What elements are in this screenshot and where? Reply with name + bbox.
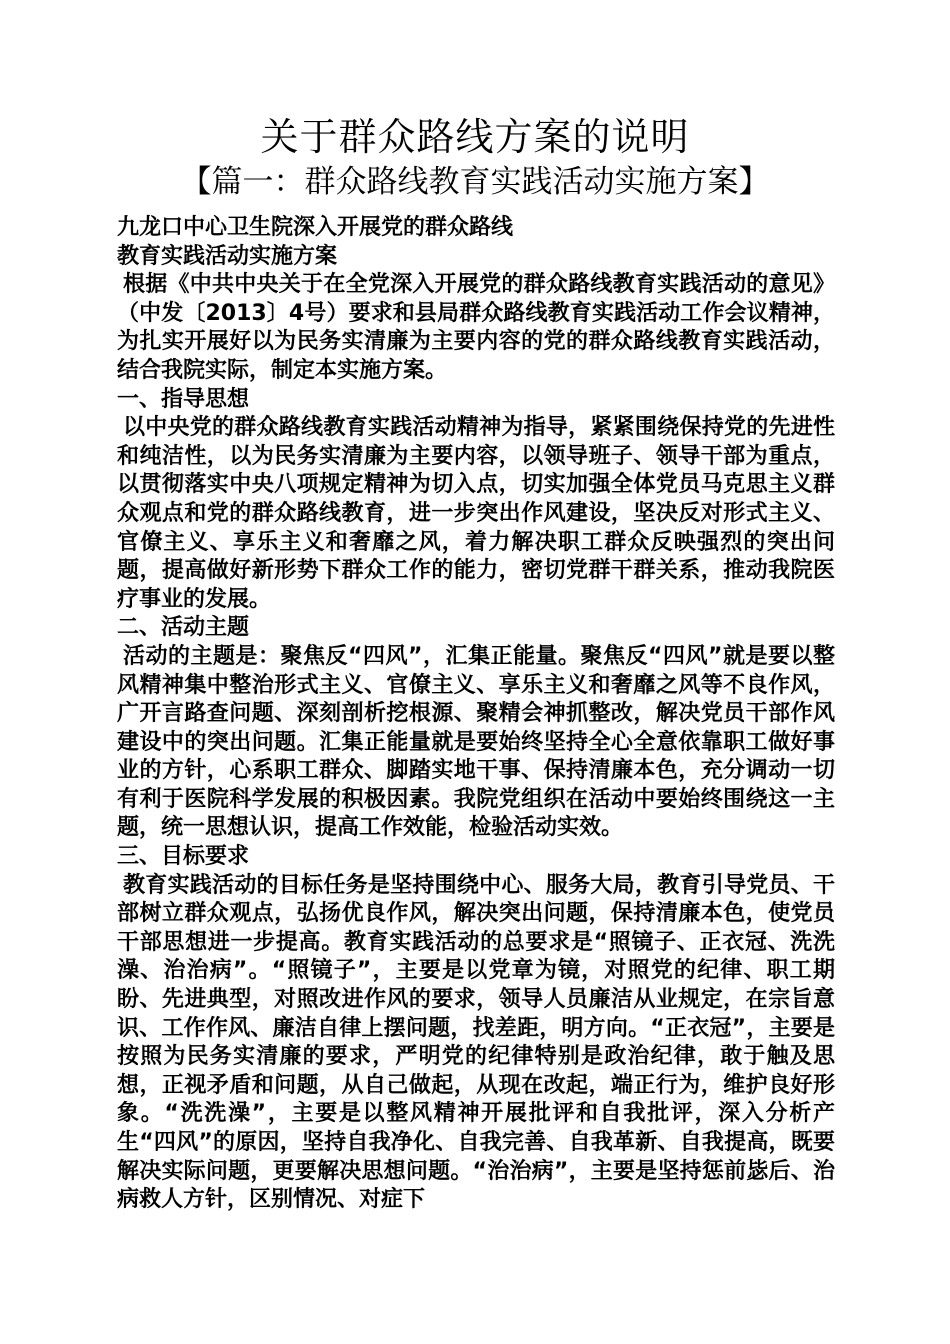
intro-paragraph: 根据《中共中央关于在全党深入开展党的群众路线教育实践活动的意见》（中发〔2013〕4号）要求和县局群众路线教育实践活动工作会议精神，为扎实开展好以为民务实清廉为主要内容的党的群众路线教育实践活动，结合我院实际，制定本实施方案。 bbox=[117, 272, 835, 383]
section-1-paragraph: 以中央党的群众路线教育实践活动精神为指导，紧紧围绕保持党的先进性和纯洁性，以为民务实清廉为主要内容，以领导班子、领导干部为重点，以贯彻落实中央八项规定精神为切入点，切实加强全体党员马克思主义群众观点和党的群众路线教育，进一步突出作风建设，坚决反对形式主义、官僚主义、享乐主义和奢靡之风，着力解决职工群众反映强烈的突出问题，提高做好新形势下群众工作的能力，密切党群干群关系，推动我院医疗事业的发展。 bbox=[117, 415, 835, 612]
section-2-paragraph: 活动的主题是：聚焦反“四风”，汇集正能量。聚焦反“四风”就是要以整风精神集中整治形式主义、官僚主义、享乐主义和奢靡之风等不良作风，广开言路查问题、深刻剖析挖根源、聚精会神抓整改，解决党员干部作风建设中的突出问题。汇集正能量就是要始终坚持全心全意依靠职工做好事业的方针，心系职工群众、脚踏实地干事、保持清廉本色，充分调动一切有利于医院科学发展的积极因素。我院党组织在活动中要始终围绕这一主题，统一思想认识，提高工作效能，检验活动实效。 bbox=[117, 643, 835, 841]
section-3-paragraph: 教育实践活动的目标任务是坚持围绕中心、服务大局，教育引导党员、干部树立群众观点，弘扬优良作风，解决突出问题，保持清廉本色，使党员干部思想进一步提高。教育实践活动的总要求是“照镜子、正衣冠、洗洗澡、治治病”。“照镜子”，主要是以党章为镜，对照党的纪律、职工期盼、先进典型，对照改进作风的要求，领导人员廉洁从业规定，在宗旨意识、工作作风、廉洁自律上摆问题，找差距，明方向。“正衣冠”，主要是按照为民务实清廉的要求，严明党的纪律特别是政治纪律，敢于触及思想，正视矛盾和问题，从自己做起，从现在改起，端正行为，维护良好形象。“洗洗澡”，主要是以整风精神开展批评和自我批评，深入分析产生“四风”的原因，坚持自我净化、自我完善、自我革新、自我提高，既要解决实际问题，更要解决思想问题。“治治病”，主要是坚持惩前毖后、治病救人方针，区别情况、对症下 bbox=[117, 872, 835, 1213]
plan-heading-line-1: 九龙口中心卫生院深入开展党的群众路线 bbox=[117, 215, 514, 240]
section-2-heading: 二、活动主题 bbox=[117, 615, 250, 641]
document-title: 关于群众路线方案的说明 bbox=[260, 115, 690, 159]
document-body bbox=[117, 214, 835, 1215]
section-3-heading: 三、目标要求 bbox=[117, 844, 250, 870]
document-subtitle: 【篇一：群众路线教育实践活动实施方案】 bbox=[180, 164, 770, 200]
section-1-heading: 一、指导思想 bbox=[117, 386, 250, 412]
plan-heading-line-2: 教育实践活动实施方案 bbox=[117, 243, 338, 269]
